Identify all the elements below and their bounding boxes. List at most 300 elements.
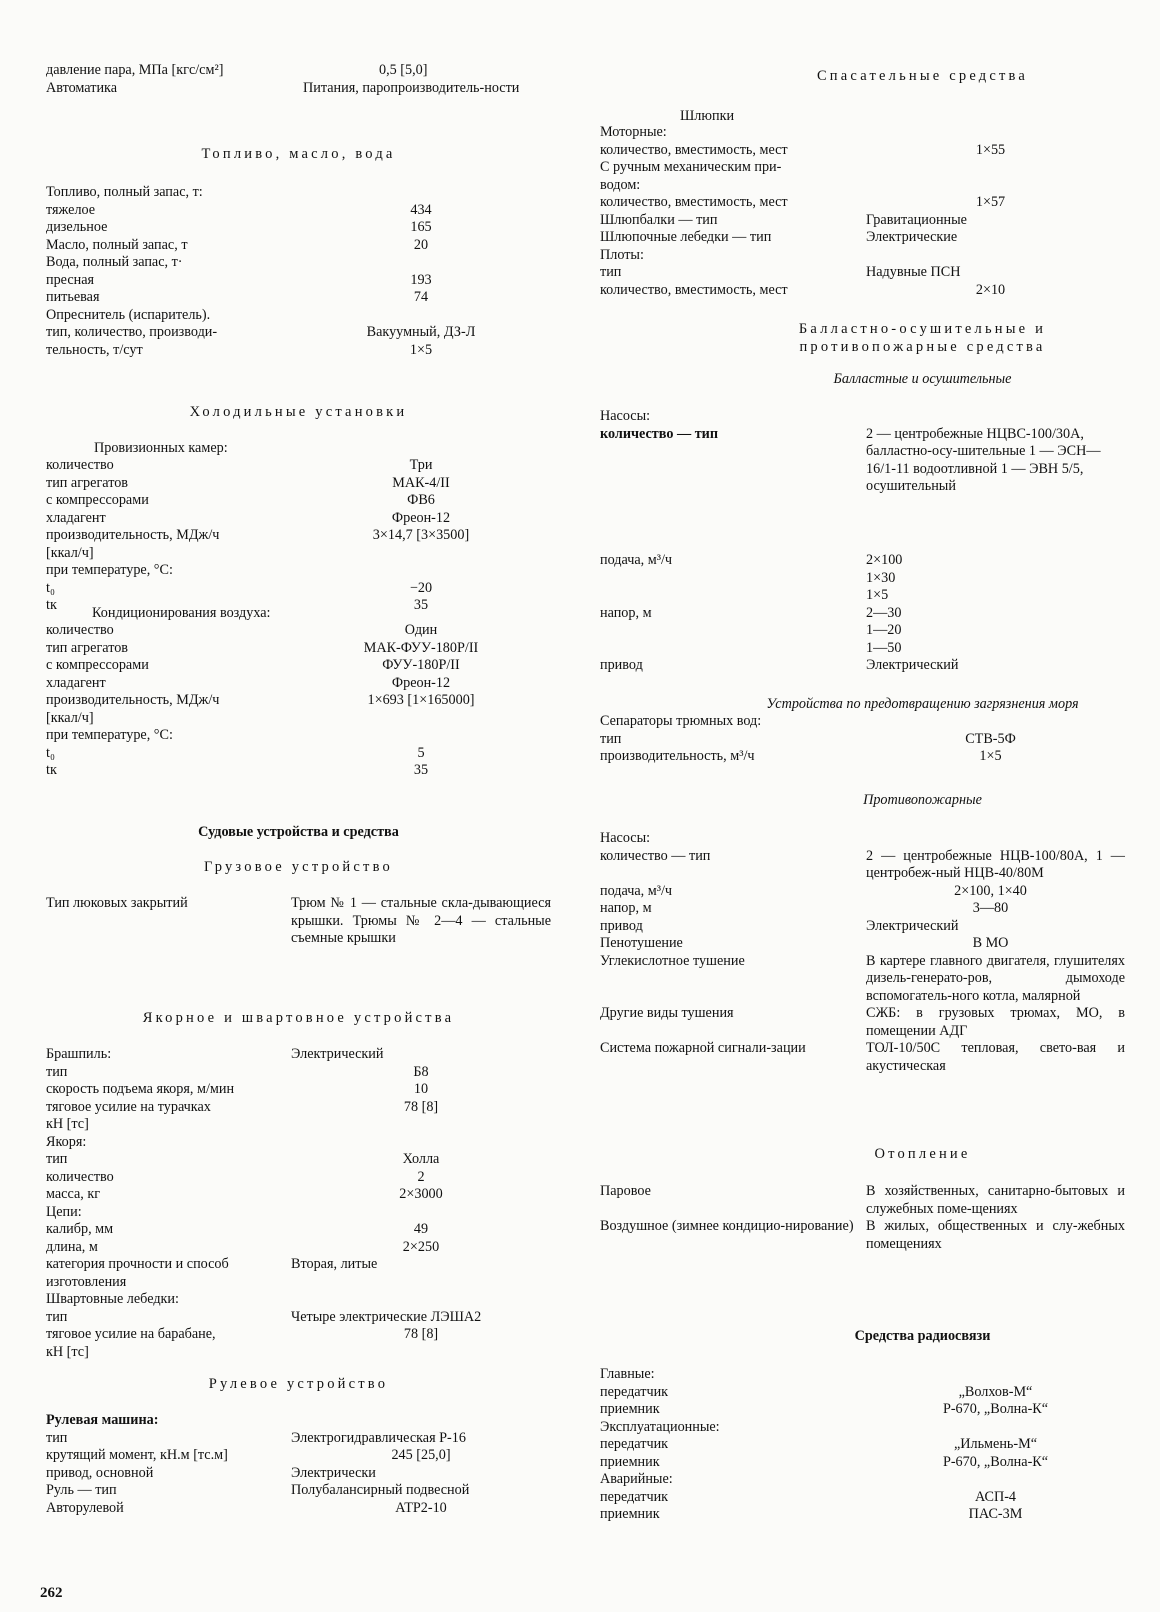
spec-row: [46, 1081, 551, 1099]
spec-key: тип: [600, 264, 622, 280]
heating-section: [600, 1146, 1125, 1164]
spec-row: [600, 159, 1125, 177]
spec-value: 20: [413, 236, 429, 253]
subsection-title: Балластные и осушительные: [833, 371, 1012, 387]
spec-row: [600, 1218, 1125, 1253]
spec-value: [291, 727, 551, 745]
spec-key: тип: [46, 1429, 68, 1446]
spec-row: [600, 264, 1125, 282]
spec-row: [600, 142, 1125, 160]
boiler-tail: [46, 62, 551, 97]
spec-value: СТВ-5Ф: [965, 730, 1016, 747]
spec-value: 35: [413, 762, 429, 778]
spec-row: [600, 570, 1125, 588]
spec-row: [46, 1116, 551, 1134]
spec-row: [46, 1134, 551, 1152]
spec-row: [600, 1471, 1125, 1489]
spec-value: [291, 307, 551, 325]
spec-row: [600, 731, 1125, 749]
page-number: 262: [40, 1585, 63, 1601]
spec-value: 2×100: [866, 552, 903, 568]
spec-row: [600, 1384, 1125, 1402]
spec-key: приемник: [600, 1506, 660, 1522]
spec-row: [46, 710, 551, 728]
spec-row: [46, 622, 551, 640]
ballast-subtitle: [600, 371, 1125, 389]
spec-key: Эксплуатационные:: [600, 1418, 720, 1435]
anchor-section: [46, 1010, 551, 1028]
spec-row: [46, 745, 551, 763]
spec-row: [46, 562, 551, 580]
spec-row: [600, 212, 1125, 230]
spec-key: тяговое усилие на барабане,: [46, 1326, 216, 1342]
spec-value: Б8: [413, 1063, 429, 1080]
spec-row: [46, 1309, 551, 1327]
spec-key: масса, кг: [46, 1186, 101, 1202]
spec-value: 193: [410, 271, 432, 288]
spec-key: тяговое усилие на турачках: [46, 1098, 211, 1115]
spec-value: 3×14,7 [3×3500]: [372, 527, 470, 543]
pollution-section: [600, 696, 1125, 714]
spec-row: [600, 935, 1125, 953]
spec-key: водом:: [600, 176, 641, 193]
spec-key: Моторные:: [600, 124, 667, 140]
spec-key: привод: [600, 917, 643, 934]
spec-key: [600, 622, 856, 640]
spec-value: ТОЛ-10/50С тепловая, свето-вая и акустическая: [866, 1040, 1125, 1074]
spec-row: [46, 1239, 551, 1257]
spec-key: Авторулевой: [46, 1499, 124, 1516]
section-title: Рулевое устройство: [208, 1376, 389, 1392]
spec-key: [600, 570, 856, 588]
spec-row: [46, 657, 551, 675]
prov-rows: [46, 457, 551, 615]
spec-key: Пенотушение: [600, 935, 683, 951]
steering-section: [46, 1376, 551, 1394]
spec-value: [291, 710, 551, 728]
spec-value: ПАС-3М: [968, 1506, 1023, 1522]
spec-row: [600, 194, 1125, 212]
anchor-rows: [46, 1046, 551, 1361]
spec-value: Р-670, „Волна-К“: [942, 1401, 1049, 1417]
spec-value: АСП-4: [974, 1488, 1017, 1505]
spec-key: Углекислотное тушение: [600, 952, 745, 969]
radio-rows: [600, 1366, 1125, 1524]
spec-key: производительность, МДж/ч: [46, 692, 220, 708]
spec-key: с компрессорами: [46, 492, 149, 508]
spec-key: изготовления: [46, 1273, 127, 1290]
spec-value: [291, 545, 551, 563]
section-title: Балластно-осушительные и: [798, 321, 1047, 337]
spec-value: [291, 1344, 551, 1362]
spec-value: 1×57: [975, 194, 1006, 210]
spec-value: [291, 562, 551, 580]
spec-value: Электрогидравлическая Р-16: [291, 1429, 466, 1446]
spec-key: [ккал/ч]: [46, 544, 94, 561]
spec-value: „Волхов-М“: [958, 1383, 1033, 1400]
spec-key: калибр, мм: [46, 1221, 114, 1237]
spec-value: Надувные ПСН: [866, 264, 961, 280]
ballast-rows: [600, 408, 1125, 496]
spec-row: [600, 640, 1125, 658]
spec-key: Насосы:: [600, 830, 651, 846]
spec-row: [600, 247, 1125, 265]
spec-value: Электрический: [291, 1046, 384, 1062]
spec-key: дизельное: [46, 219, 108, 235]
spec-key: tк: [46, 762, 57, 778]
spec-row: [46, 1046, 551, 1064]
spec-row: [46, 1291, 551, 1309]
spec-key: количество: [46, 457, 114, 473]
spec-value: 1—20: [866, 622, 902, 638]
spec-value: 1×5: [979, 748, 1002, 764]
spec-row: [46, 895, 551, 948]
spec-key: категория прочности и способ: [46, 1256, 229, 1272]
fuel-rows: [46, 184, 551, 359]
spec-row: [46, 1447, 551, 1465]
spec-key: [600, 640, 856, 658]
spec-key: напор, м: [600, 604, 652, 621]
spec-row: [600, 830, 1125, 848]
section-title: Отопление: [874, 1146, 971, 1162]
spec-row: [46, 184, 551, 202]
spec-row: [46, 1221, 551, 1239]
spec-key: Швартовные лебедки:: [46, 1291, 179, 1307]
spec-row: [46, 254, 551, 272]
spec-value: МАК-4/II: [392, 474, 450, 491]
spec-value: 1×693 [1×165000]: [367, 692, 475, 708]
spec-key: кН [тс]: [46, 1116, 89, 1132]
spec-row: [46, 1500, 551, 1518]
spec-row: [600, 713, 1125, 731]
spec-value: Один: [404, 622, 438, 638]
spec-key: Цепи:: [46, 1203, 82, 1220]
spec-value: [291, 1204, 551, 1222]
spec-row: [46, 640, 551, 658]
spec-key: при температуре, °С:: [46, 562, 173, 578]
ac-title: [46, 605, 551, 623]
spec-key: тип агрегатов: [46, 639, 128, 656]
radio-section: [600, 1328, 1125, 1346]
spec-value: [856, 713, 1125, 731]
rescue-rows: [600, 124, 1125, 299]
spec-key: t₀: [46, 744, 55, 761]
spec-row: [46, 580, 551, 598]
spec-value: 2 — центробежные НЦВ-100/80А, 1 — центробеж-ный НЦВ-40/80М: [866, 847, 1125, 881]
spec-row: [46, 307, 551, 325]
spec-key: передатчик: [600, 1383, 669, 1400]
spec-value: 245 [25,0]: [391, 1447, 451, 1463]
spec-key: Аварийные:: [600, 1471, 673, 1487]
spec-row: [46, 1326, 551, 1344]
spec-key: Сепараторы трюмных вод:: [600, 713, 762, 729]
spec-row: [600, 1489, 1125, 1507]
spec-value: 2: [417, 1168, 425, 1185]
spec-value: ФВ6: [407, 492, 435, 508]
spec-value: 165: [410, 219, 432, 235]
spec-key: С ручным механическим при-: [600, 159, 782, 175]
section-title: противопожарные средства: [799, 338, 1046, 355]
spec-value: [856, 177, 1125, 195]
spec-value: Фреон-12: [391, 509, 451, 526]
spec-value: Электрические: [866, 229, 958, 245]
spec-row: [46, 219, 551, 237]
spec-row: [46, 1151, 551, 1169]
spec-row: [600, 124, 1125, 142]
spec-key: тип агрегатов: [46, 474, 128, 491]
spec-row: [600, 918, 1125, 936]
spec-value: МАК-ФУУ-180Р/II: [363, 639, 479, 656]
spec-row: [600, 657, 1125, 675]
spec-row: [46, 762, 551, 780]
spec-value: 5: [417, 744, 425, 761]
spec-key: количество, вместимость, мест: [600, 194, 788, 210]
spec-row: [600, 587, 1125, 605]
spec-row: [600, 408, 1125, 426]
heating-rows: [600, 1183, 1125, 1253]
steering-rows: [46, 1412, 551, 1517]
spec-row: [46, 1430, 551, 1448]
spec-key: Система пожарной сигнали-зации: [600, 1040, 806, 1056]
spec-row: [600, 622, 1125, 640]
subsection-title: Кондиционирования воздуха:: [92, 605, 271, 621]
spec-row: [600, 953, 1125, 1006]
spec-row: [600, 552, 1125, 570]
spec-key: [600, 587, 856, 605]
cargo-rows: [46, 895, 551, 948]
spec-value: [856, 408, 1125, 426]
spec-key: давление пара, МПа [кгс/см²]: [46, 62, 224, 78]
spec-value: 35: [413, 597, 429, 613]
spec-row: [600, 848, 1125, 883]
spec-key: тип: [600, 730, 622, 747]
spec-row: [46, 237, 551, 255]
spec-key: tк: [46, 597, 57, 613]
spec-value: 78 [8]: [403, 1098, 439, 1115]
spec-value: 2—30: [866, 604, 902, 621]
spec-key: Шлюпочные лебедки — тип: [600, 229, 772, 245]
ac-rows: [46, 622, 551, 780]
spec-value: В МО: [972, 935, 1009, 951]
spec-row: [600, 1183, 1125, 1218]
spec-value: Вакуумный, ДЗ-Л: [366, 324, 476, 340]
spec-value: [856, 1471, 1125, 1489]
spec-row: [46, 1099, 551, 1117]
spec-row: [600, 900, 1125, 918]
spec-key: питьевая: [46, 289, 100, 305]
subsection-title: Провизионных камер:: [94, 440, 228, 456]
spec-key: хладагент: [46, 674, 106, 691]
spec-row: [600, 177, 1125, 195]
spec-value: СЖБ: в грузовых трюмах, МО, в помещении АДГ: [866, 1005, 1125, 1039]
section-title: Топливо, масло, вода: [201, 146, 396, 162]
rescue-section: [600, 68, 1125, 86]
spec-value: 1×5: [409, 341, 433, 358]
spec-key: Брашпиль:: [46, 1046, 112, 1062]
spec-key: тельность, т/сут: [46, 341, 143, 358]
spec-key: Шлюпбалки — тип: [600, 211, 718, 228]
spec-key: напор, м: [600, 900, 652, 916]
spec-key: тип, количество, производи-: [46, 324, 218, 340]
spec-value: 1×5: [866, 587, 889, 603]
spec-key: количество, вместимость, мест: [600, 141, 788, 158]
spec-row: [46, 324, 551, 342]
section-title: Якорное и швартовное устройства: [142, 1010, 455, 1026]
spec-row: [46, 475, 551, 493]
prov-title: [46, 440, 551, 458]
spec-key: хладагент: [46, 509, 106, 526]
spec-value: Четыре электрические ЛЭША2: [291, 1308, 482, 1325]
spec-row: [600, 1366, 1125, 1384]
spec-value: [856, 1366, 1125, 1384]
spec-key: производительность, МДж/ч: [46, 527, 220, 543]
spec-value: Вторая, литые: [291, 1256, 378, 1272]
part-title: Судовые устройства и средства: [198, 824, 399, 840]
spec-key: крутящий момент, кН.м [тс.м]: [46, 1447, 228, 1463]
spec-value: [291, 184, 551, 202]
spec-value: [291, 1134, 551, 1152]
spec-value: Три: [409, 457, 433, 473]
section-title: Холодильные установки: [189, 404, 408, 420]
spec-key: длина, м: [46, 1238, 98, 1255]
spec-key: тяжелое: [46, 201, 96, 218]
subsection-title: Шлюпки: [680, 108, 735, 124]
spec-key: Руль — тип: [46, 1482, 117, 1498]
spec-value: ФУУ-180Р/II: [382, 657, 460, 673]
section-title: Грузовое устройство: [204, 859, 393, 875]
spec-value: 49: [413, 1221, 429, 1237]
spec-value: 1×55: [975, 141, 1006, 158]
ship-devices-title: [46, 824, 551, 842]
pollution-rows: [600, 713, 1125, 766]
spec-row: [46, 272, 551, 290]
spec-value: „Ильмень-М“: [953, 1436, 1038, 1452]
section-title: Спасательные средства: [816, 68, 1029, 84]
spec-value: 1×30: [866, 569, 896, 586]
spec-key: Якоря:: [46, 1133, 87, 1150]
spec-value: 2 — центробежные НЦВС-100/30А, балластно-осу-шительные 1 — ЭСН—16/1-11 водоотливной 1 — ЭВН 5/5, осушительный: [866, 425, 1101, 494]
spec-key: подача, м³/ч: [600, 882, 673, 899]
spec-value: 434: [410, 201, 432, 218]
spec-key: передатчик: [600, 1436, 669, 1452]
spec-row: [600, 748, 1125, 766]
spec-row: [600, 1040, 1125, 1075]
spec-value: [291, 1274, 551, 1292]
spec-key: Автоматика: [46, 79, 118, 96]
spec-row: [600, 1419, 1125, 1437]
spec-row: [600, 883, 1125, 901]
spec-key: количество — тип: [600, 847, 711, 864]
cargo-section: [46, 859, 551, 877]
spec-key: производительность, м³/ч: [600, 748, 755, 764]
fire-section: [600, 792, 1125, 810]
spec-row: [46, 1344, 551, 1362]
spec-key: тип: [46, 1063, 68, 1080]
spec-row: [46, 1064, 551, 1082]
spec-value: [856, 247, 1125, 265]
spec-value: [291, 1116, 551, 1134]
spec-key: Топливо, полный запас, т:: [46, 184, 203, 200]
spec-value: В хозяйственных, санитарно-бытовых и служебных поме-щениях: [866, 1183, 1125, 1217]
ballast-section: [600, 321, 1125, 356]
spec-value: 3—80: [972, 900, 1009, 916]
spec-value: [856, 830, 1125, 848]
ballast-supply-rows: [600, 552, 1125, 675]
spec-value: Р-670, „Волна-К“: [942, 1453, 1049, 1470]
spec-value: Трюм № 1 — стальные скла-дывающиеся крышки. Трюмы № 2—4 — стальные съемные крышки: [291, 895, 551, 946]
fuel-section: [46, 146, 551, 164]
spec-row: [46, 1256, 551, 1274]
spec-key: привод: [600, 657, 643, 673]
spec-row: [46, 692, 551, 710]
spec-key: пресная: [46, 271, 95, 288]
spec-value: АТР2-10: [395, 1499, 447, 1516]
spec-key: тип: [46, 1151, 68, 1167]
section-title: Устройства по предотвращению загрязнения моря: [766, 696, 1079, 712]
spec-value: Питания, паропроизводитель-ности: [303, 79, 520, 96]
spec-row: [600, 1401, 1125, 1419]
spec-key: Плоты:: [600, 246, 644, 263]
spec-value: [856, 124, 1125, 142]
spec-value: Электрически: [291, 1464, 376, 1481]
spec-row: [46, 1186, 551, 1204]
spec-value: 78 [8]: [403, 1326, 439, 1342]
spec-key: скорость подъема якоря, м/мин: [46, 1081, 235, 1097]
spec-key: количество — тип: [600, 425, 719, 442]
spec-key: Тип люковых закрытий: [46, 895, 188, 911]
spec-key: с компрессорами: [46, 657, 149, 673]
spec-value: Полубалансирный подвесной: [291, 1482, 470, 1498]
spec-value: Гравитационные: [866, 211, 967, 228]
spec-key: [ккал/ч]: [46, 709, 94, 726]
boats-title: [600, 108, 1125, 126]
spec-key: привод, основной: [46, 1464, 154, 1481]
section-title: Противопожарные: [863, 792, 982, 808]
spec-value: Фреон-12: [391, 674, 451, 691]
spec-key: Опреснитель (испаритель).: [46, 306, 211, 323]
spec-value: [291, 1291, 551, 1309]
spec-value: 0,5 [5,0]: [379, 62, 428, 78]
spec-value: 10: [413, 1081, 429, 1097]
spec-row: [46, 457, 551, 475]
section-title: Средства радиосвязи: [854, 1328, 991, 1344]
spec-row: [46, 80, 551, 98]
spec-key: Вода, полный запас, т·: [46, 254, 183, 270]
spec-row: [46, 342, 551, 360]
spec-value: [856, 1419, 1125, 1437]
spec-value: В картере главного двигателя, глушителях дизель-генерато-ров, дымоходе вспомогатель-ного котла, малярной: [866, 952, 1125, 1004]
spec-value: [291, 1412, 551, 1430]
spec-key: приемник: [600, 1401, 660, 1417]
spec-key: Воздушное (зимнее кондицио-нирование): [600, 1218, 854, 1234]
spec-row: [600, 426, 1125, 496]
spec-key: t₀: [46, 579, 55, 596]
spec-row: [600, 1005, 1125, 1040]
spec-key: Насосы:: [600, 408, 651, 424]
spec-value: Холла: [402, 1151, 440, 1167]
spec-value: Электрический: [866, 657, 959, 673]
spec-row: [46, 492, 551, 510]
spec-row: [600, 1506, 1125, 1524]
spec-row: [46, 527, 551, 545]
spec-row: [46, 62, 551, 80]
spec-value: Электрический: [866, 917, 959, 934]
spec-row: [46, 1204, 551, 1222]
spec-value: −20: [409, 579, 433, 596]
spec-row: [46, 727, 551, 745]
spec-row: [46, 1169, 551, 1187]
spec-value: 2×100, 1×40: [954, 882, 1027, 899]
